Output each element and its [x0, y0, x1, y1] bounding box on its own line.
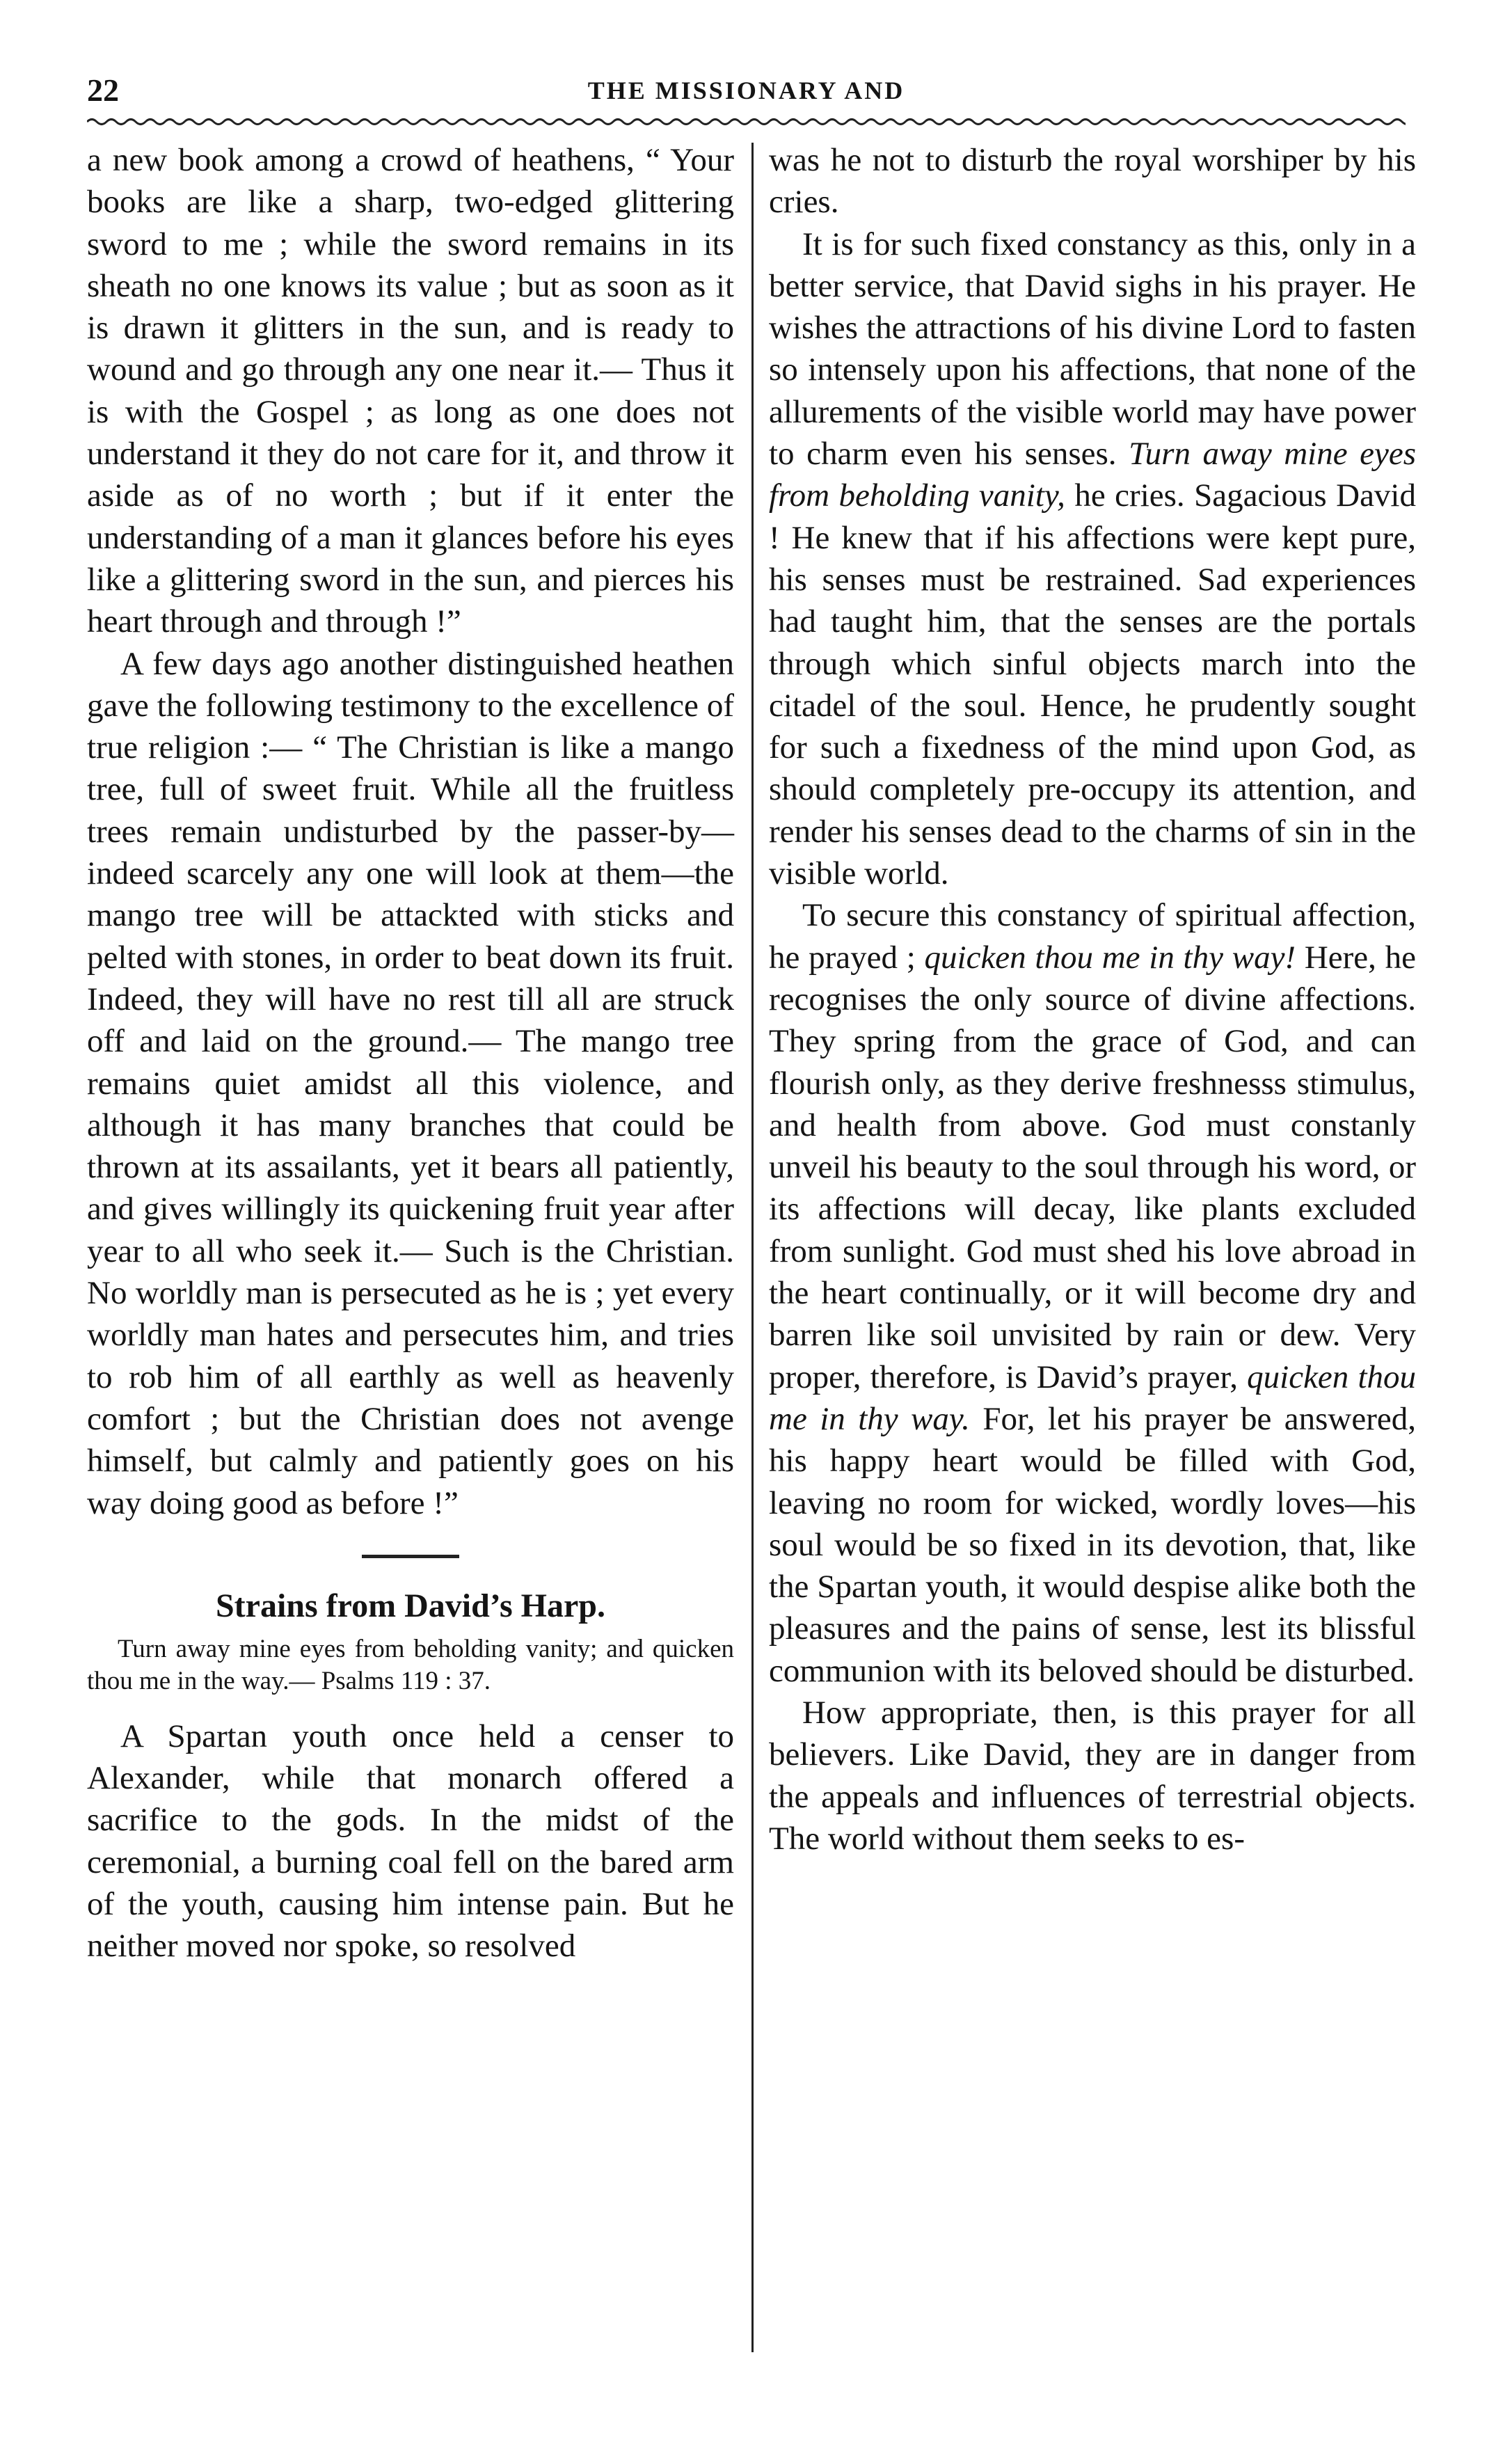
section-title: Strains from David’s Harp. — [215, 1587, 605, 1624]
page-number: 22 — [87, 72, 119, 108]
section-divider — [362, 1555, 459, 1558]
page-header — [87, 66, 1406, 115]
paragraph — [769, 894, 1416, 1692]
scripture-quote: Turn away mine eyes from beholding vanity, — [769, 436, 1417, 514]
column-divider — [751, 143, 754, 2352]
text-run: It is for such fixed constancy as this, only in a better service, that David sighs in his prayer. He wishes the attractions of his divine Lord to fasten so intensely upon his affections, that none of the allurements of the visible world may have power to charm even his senses. — [769, 225, 1416, 473]
left-column — [87, 139, 734, 1967]
paragraph: A few days ago another distinguished heathen gave the following testimony to the excellence of true religion :— “ The Christian is like a mango tree, full of sweet fruit. While all the fruitless trees remain undisturbed by the passer-by—indeed scarcely any one will look at them—the mango tree will be attackted with sticks and pelted with stones, in order to beat down its fruit. Indeed, they will have no rest till all are struck off and laid on the ground.— The mango tree remains quiet amidst all this violence, and although it has many branches that could be thrown at its assailants, yet it bears all patiently, and gives willingly its quickening fruit year after year to all who seek it.— Such is the Christian. No worldly man is persecuted as he is ; yet every worldly man hates and persecutes him, and tries to rob him of all earthly as well as heavenly comfort ; but the Christian does not avenge himself, but calmly and patiently goes on his way doing good as before !” — [87, 645, 734, 1521]
paragraph: was he not to disturb the royal worshiper by his cries. — [769, 142, 1416, 221]
running-title: THE MISSIONARY AND — [587, 77, 905, 104]
text-run: To secure this constancy of spiritual affection, he prayed ; — [769, 897, 1416, 976]
paragraph: A Spartan youth once held a censer to Alexander, while that monarch offered a sacrifice to the gods. In the midst of the ceremonial, a burning coal fell on the bared arm of the youth, causing him intense pain. But he neither moved nor spoke, so resolved — [87, 1718, 734, 1965]
text-run: For, let his prayer be answered, his happy heart would be filled with God, leaving no room for wicked, wordly loves—his soul would be so fixed in its devotion, that, like the Spartan youth, it would despise alike both the pleasures and the pains of sense, lest its blissful communion with its beloved should be disturbed. — [769, 1400, 1416, 1689]
paragraph: How appropriate, then, is this prayer for all believers. Like David, they are in danger from the appeals and influences of terrestrial objects. The world without them seeks to es- — [769, 1694, 1416, 1857]
scripture-quote: quicken thou me in thy way. — [769, 1358, 1417, 1437]
text-run: Here, he recognises the only source of divine affections. They spring from the grace of God, and can flourish only, as they derive freshnesss stimulus, and health from above. God must constanly unveil his beauty to the soul through his word, or its affections will decay, like plants excluded from sunlight. God must shed his love abroad in the heart continually, or it will become dry and barren like soil unvisited by rain or dew. Very proper, therefore, is David’s prayer, — [769, 939, 1417, 1395]
wavy-header-rule — [87, 116, 1406, 128]
epigraph: Turn away mine eyes from beholding vanity; and quicken thou me in the way.— Psalms 119 : 37. — [87, 1634, 734, 1695]
text-run: he cries. Sagacious David ! He knew that if his affections were kept pure, his senses must be restrained. Sad experiences had taught him, that the senses are the portals through which sinful objects march into the citadel of the soul. Hence, he prudently sought for such a fixedness of the mind upon God, as should completely pre-occupy its attention, and render his senses dead to the charms of sin in the visible world. — [769, 477, 1416, 892]
right-column — [769, 139, 1416, 1860]
paragraph — [769, 223, 1416, 895]
paragraph: a new book among a crowd of heathens, “ Your books are like a sharp, two-edged glittering sword to me ; while the sword remains in its sheath no one knows its value ; but as soon as it is drawn it glitters in the sun, and is ready to wound and go through any one near it.— Thus it is with the Gospel ; as long as one does not understand it they do not care for it, and throw it aside as of no worth ; but if it enter the understanding of a man it glances before his eyes like a glittering sword in the sun, and pierces his heart through and through !” — [87, 142, 734, 640]
scripture-quote: quicken thou me in thy way! — [924, 939, 1296, 976]
